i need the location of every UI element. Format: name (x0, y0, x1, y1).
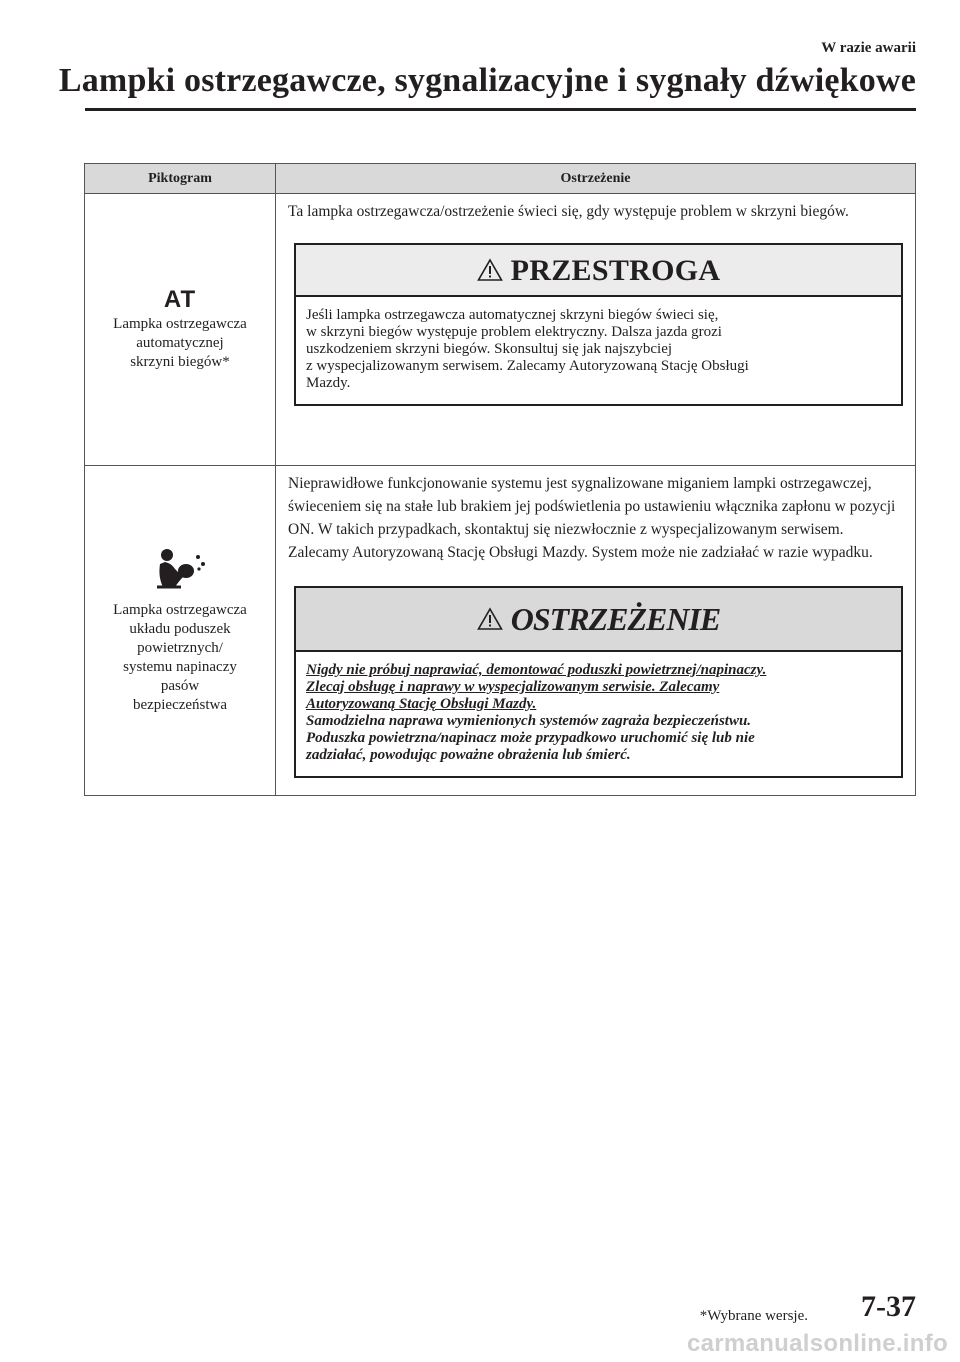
table-row (85, 466, 916, 796)
description-cell (276, 466, 916, 796)
col-header-pictogram: Piktogram (85, 164, 276, 194)
pictogram-label: Lampka ostrzegawcza automatycznej skrzyni biegów* (113, 316, 247, 370)
watermark: carmanualsonline.info (686, 1330, 948, 1357)
at-transmission-warning-icon: AT (163, 286, 197, 313)
warning-box (294, 586, 903, 778)
warning-title: OSTRZEŻENIE (510, 600, 721, 637)
page-title: Lampki ostrzegawcze, sygnalizacyjne i sygnały dźwiękowe (58, 62, 916, 99)
caution-triangle-icon (477, 258, 503, 282)
page-number: 7-37 (861, 1290, 916, 1323)
footnote: *Wybrane wersje. (699, 1308, 808, 1324)
title-rule (85, 108, 916, 111)
description-cell (276, 194, 916, 466)
caution-body: Jeśli lampka ostrzegawcza automatycznej skrzyni biegów świeci się, w skrzyni biegów występuje problem elektryczny. Dalsza jazda grozi uszkodzeniem skrzyni biegów. Skonsultuj się jak najszybciej z wyspecjalizowanym serwisem. Zalecamy Autoryzowaną Stację Obsługi Mazdy. (306, 307, 749, 391)
section-label: W razie awarii (821, 40, 916, 56)
col-header-warning: Ostrzeżenie (276, 164, 916, 194)
table-header-row (85, 164, 916, 194)
warning-body-text: Samodzielna naprawa wymienionych systemów zagraża bezpieczeństwu. Poduszka powietrzna/napinacz może przypadkowo uruchomić się lub nie zadziałać, powodując poważne obrażenia lub śmierć. (306, 713, 755, 763)
pictogram-cell (85, 194, 276, 466)
caution-title: PRZESTROGA (510, 253, 721, 287)
warning-triangle-icon (477, 607, 503, 631)
caution-box-header (296, 245, 901, 297)
table-row (85, 194, 916, 466)
pictogram-cell (85, 466, 276, 796)
caution-box (294, 243, 903, 406)
pictogram-label: Lampka ostrzegawcza układu poduszek powietrznych/ systemu napinaczy pasów bezpieczeństwa (113, 601, 247, 713)
warning-box-header (296, 588, 901, 652)
warning-lamp-table (84, 163, 916, 796)
airbag-warning-icon (153, 547, 207, 593)
description-text: Nieprawidłowe funkcjonowanie systemu jest sygnalizowane miganiem lampki ostrzegawczej, świeceniem się na stałe lub brakiem jej podświetlenia po ustawieniu włącznika zapłonu w pozycji ON. W takich przypadkach, skontaktuj się niezwłocznie z wyspecjalizowanym serwisem. Zalecamy Autoryzowaną Stację Obsługi Mazdy. System może nie zadziałać w razie wypadku. (288, 475, 896, 561)
warning-body-underlined: Nigdy nie próbuj naprawiać, demontować poduszki powietrznej/napinaczy. Zlecaj obsługę i naprawy w wyspecjalizowanym serwisie. Zalecamy Autoryzowaną Stację Obsługi Mazdy. (306, 662, 767, 712)
warning-body (296, 652, 901, 776)
description-text: Ta lampka ostrzegawcza/ostrzeżenie świeci się, gdy występuje problem w skrzyni biegów. (288, 203, 849, 220)
